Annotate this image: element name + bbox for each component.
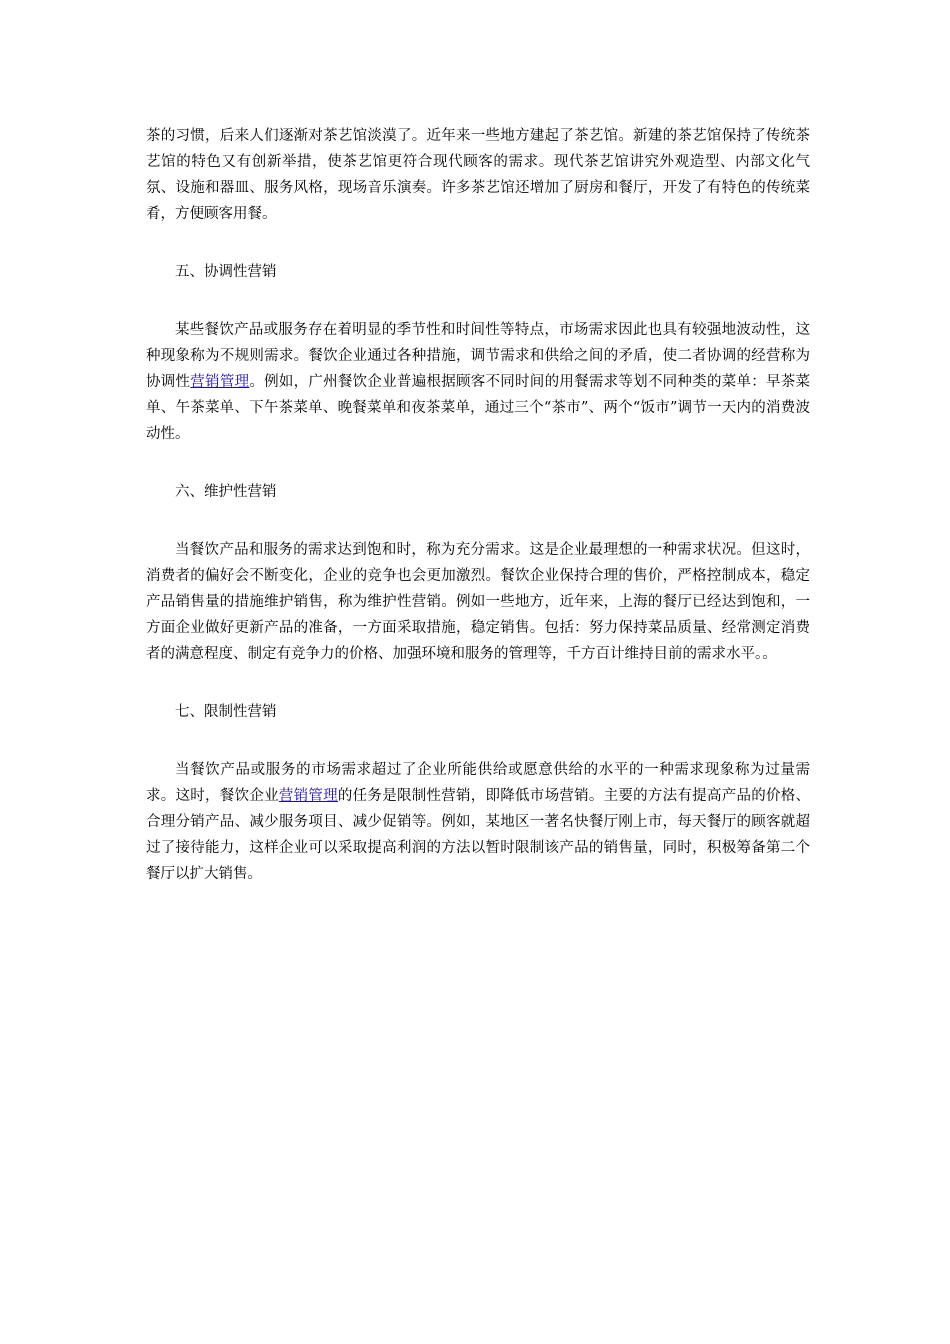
section-6-heading: 六、维护性营销: [175, 484, 277, 500]
section-5-heading: 五、协调性营销: [175, 264, 277, 280]
section-7-text-part1: 当餐饮产品或服务的市场需求超过了企业所能供给或愿意供给的水平的一种需求现象称为过量需求。这时，餐饮企业: [146, 762, 810, 804]
section-5-paragraph: [146, 317, 810, 447]
marketing-management-link[interactable]: 营销管理: [190, 374, 250, 390]
section-7-paragraph: [146, 757, 810, 887]
intro-paragraph: 茶的习惯，后来人们逐渐对茶艺馆淡漠了。近年来一些地方建起了茶艺馆。新建的茶艺馆保持了传统茶艺馆的特色又有创新举措，使茶艺馆更符合现代顾客的需求。现代茶艺馆讲究外观造型、内部文化气氛、设施和器皿、服务风格，现场音乐演奏。许多茶艺馆还增加了厨房和餐厅，开发了有特色的传统菜肴，方便顾客用餐。: [146, 128, 810, 222]
section-7-heading: 七、限制性营销: [175, 704, 277, 720]
marketing-management-link[interactable]: 营销管理: [278, 788, 338, 804]
section-5-text-part2: 。例如，广州餐饮企业普遍根据顾客不同时间的用餐需求等划不同种类的菜单：早茶菜单、午茶菜单、下午茶菜单、晚餐菜单和夜茶菜单，通过三个“茶市”、两个“饭市”调节一天内的消费波动性。: [146, 374, 811, 442]
section-7-text-part2: 的任务是限制性营销，即降低市场营销。主要的方法有提高产品的价格、合理分销产品、减少服务项目、减少促销等。例如，某地区一著名快餐厅刚上市，每天餐厅的顾客就超过了接待能力，这样企业可以采取提高利润的方法以暂时限制该产品的销售量，同时，积极筹备第二个餐厅以扩大销售。: [146, 788, 811, 882]
section-5-text-part1: 某些餐饮产品或服务存在着明显的季节性和时间性等特点，市场需求因此也具有较强地波动性，这种现象称为不规则需求。餐饮企业通过各种措施，调节需求和供给之间的矛盾，使二者协调的经营称为协调性: [146, 322, 810, 390]
document-body: [146, 123, 810, 887]
section-6-paragraph: 当餐饮产品和服务的需求达到饱和时，称为充分需求。这是企业最理想的一种需求状况。但这时，消费者的偏好会不断变化，企业的竞争也会更加激烈。餐饮企业保持合理的售价，严格控制成本，稳定产品销售量的措施维护销售，称为维护性营销。例如一些地方，近年来，上海的餐厅已经达到饱和，一方面企业做好更新产品的准备，一方面采取措施，稳定销售。包括：努力保持菜品质量、经常测定消费者的满意程度、制定有竞争力的价格、加强环境和服务的管理等，千方百计维持目前的需求水平。。: [146, 542, 810, 662]
